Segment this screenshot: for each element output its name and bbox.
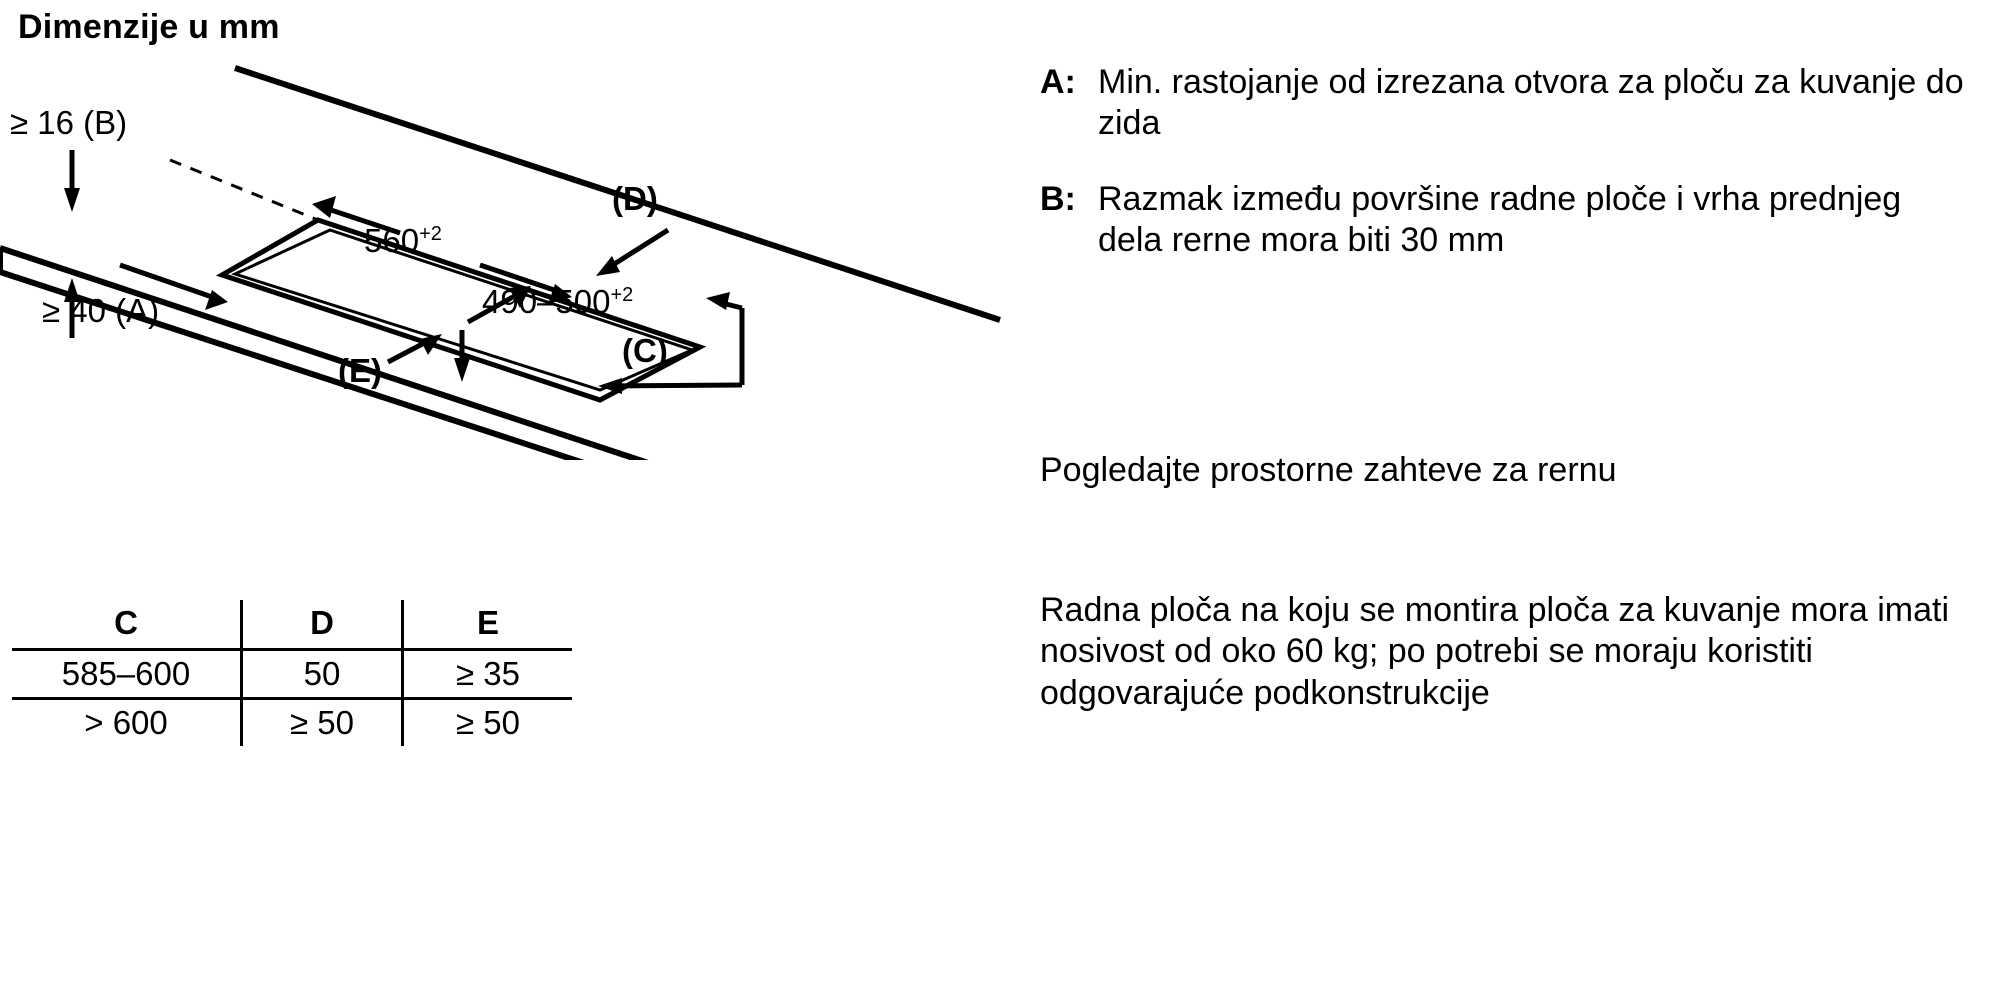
page-title: Dimenzije u mm (18, 8, 280, 46)
table-cell-e: ≥ 50 (456, 704, 520, 741)
worktop-loadbearing-note: Radna ploča na koju se montira ploča za kuvanje mora imati nosivost od oko 60 kg; po potrebi se moraju koristiti odgovarajuće podkonstrukcije (1040, 591, 1950, 712)
legend-note-b-key: B: (1040, 179, 1076, 218)
table-header-e: E (476, 604, 499, 641)
construction-dashed-line (170, 160, 318, 220)
legend-note-a-text: Min. rastojanje od izrezana otvora za ploču za kuvanje do zida (1098, 63, 1964, 143)
table-cell-c: > 600 (84, 704, 168, 741)
legend-note-b (1040, 179, 1970, 262)
table-cell-d: ≥ 50 (242, 699, 403, 747)
table-header-d: D (242, 600, 403, 650)
label-cutout-depth: $490-500^{+2}$ (482, 283, 634, 320)
label-marker-e: (E) (338, 352, 382, 389)
table-row (12, 650, 572, 699)
label-b-clearance: ≥ 16 (B) (10, 104, 128, 141)
clearance-table (12, 600, 572, 746)
legend-note-a (1040, 62, 1970, 145)
table-body (12, 650, 572, 747)
installation-diagram (0, 40, 1010, 460)
label-cutout-depth-tolerance: +2 (610, 284, 634, 306)
marker-d-pointer (596, 230, 668, 276)
table-header-c: C (114, 604, 138, 641)
label-cutout-width-tolerance: +2 (419, 223, 442, 245)
legend-notes (1040, 62, 1970, 296)
label-cutout-width: $560^{+2}$ (364, 222, 442, 259)
table-head (12, 600, 572, 650)
diagram-svg (0, 40, 1010, 460)
table-cell-d: 50 (242, 650, 403, 699)
table-row (12, 699, 572, 747)
oven-requirements-note: Pogledajte prostorne zahteve za rernu (1040, 451, 1617, 489)
table-cell-e: ≥ 35 (456, 655, 520, 692)
label-marker-c: (C) (622, 332, 668, 369)
label-a-clearance: ≥ 40 (A) (42, 292, 160, 329)
table-cell-c: 585–600 (61, 655, 191, 692)
legend-note-a-key: A: (1040, 63, 1076, 101)
table-header-row (12, 600, 572, 650)
legend-note-b-text: Razmak između površine radne ploče i vrha prednjeg dela rerne mora biti 30 mm (1098, 179, 1902, 260)
worktop-rear-edge (0, 68, 1000, 460)
label-marker-d: (D) (612, 180, 658, 217)
